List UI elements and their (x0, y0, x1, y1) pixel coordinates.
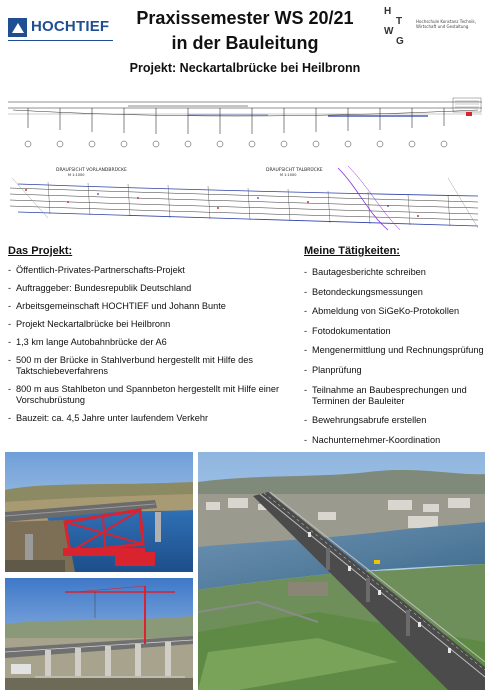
list-item: - Nachunternehmer-Koordination (304, 435, 484, 446)
bridge-elevation-drawing (8, 88, 482, 154)
tasks-section (304, 245, 484, 454)
list-item: - Projekt Neckartalbrücke bei Heilbronn (8, 319, 288, 330)
title-line-2: in der Bauleitung (171, 33, 319, 53)
photo-bridge-launch (5, 452, 193, 572)
plan-label-left: DRAUFSICHT VORLANDBRÜCKE (56, 168, 127, 173)
list-item: - 500 m der Brücke in Stahlverbund hergestellt mit Hilfe des Taktschiebeverfahrens (8, 355, 288, 377)
plan-label-right-scale: M 1:1000 (280, 173, 297, 177)
list-item: - 1,3 km lange Autobahnbrücke der A6 (8, 337, 288, 348)
list-item: - Betondeckungsmessungen (304, 287, 484, 298)
htwg-logo (380, 6, 485, 46)
photo-neckar-valley-bridge (198, 452, 485, 690)
list-item: - Öffentlich-Privates-Partnerschafts-Projekt (8, 265, 288, 276)
list-item: - Bautagesberichte schreiben (304, 267, 484, 278)
plan-label-right: DRAUFSICHT TALBRÜCKE (266, 168, 323, 173)
logo-text: HOCHTIEF (31, 18, 110, 35)
plan-label-left-scale: M 1:1000 (68, 173, 85, 177)
project-subtitle: Projekt: Neckartalbrücke bei Heilbronn (129, 61, 361, 75)
bridge-plan-drawing (8, 158, 482, 234)
logo-underline (8, 40, 113, 41)
tasks-heading: Meine Tätigkeiten: (304, 245, 400, 257)
htwg-university-name: Hochschule Konstanz Technik, Wirtschaft und Gestaltung (416, 19, 476, 29)
title-line-1: Praxissemester WS 20/21 (136, 8, 354, 28)
photo-bridge-piers-crane (5, 578, 193, 690)
list-item: - Planprüfung (304, 365, 484, 376)
list-item: - Bewehrungsabrufe erstellen (304, 415, 484, 426)
list-item: - Arbeitsgemeinschaft HOCHTIEF und Johann Bunte (8, 301, 288, 312)
list-item: - Fotodokumentation (304, 326, 484, 337)
htwg-letter-t: T (396, 16, 403, 27)
list-item: - Abmeldung von SiGeKo-Protokollen (304, 306, 484, 317)
hochtief-logo (8, 14, 113, 42)
list-item: - Teilnahme an Baubesprechungen und Terminen der Bauleiter (304, 385, 484, 407)
project-section (8, 245, 288, 431)
project-list (8, 265, 288, 424)
htwg-letter-h: H (384, 6, 392, 17)
htwg-letter-g: G (396, 36, 404, 47)
list-item: - Auftraggeber: Bundesrepublik Deutschland (8, 283, 288, 294)
list-item: - Bauzeit: ca. 4,5 Jahre unter laufendem Verkehr (8, 413, 288, 424)
hochtief-triangle-icon (8, 18, 27, 37)
list-item: - 800 m aus Stahlbeton und Spannbeton hergestellt mit Hilfe einer Vorschubrüstung (8, 384, 288, 406)
project-heading: Das Projekt: (8, 245, 73, 257)
list-item: - Mengenermittlung und Rechnungsprüfung (304, 345, 484, 356)
tasks-list (304, 267, 484, 446)
htwg-letter-w: W (384, 26, 394, 37)
